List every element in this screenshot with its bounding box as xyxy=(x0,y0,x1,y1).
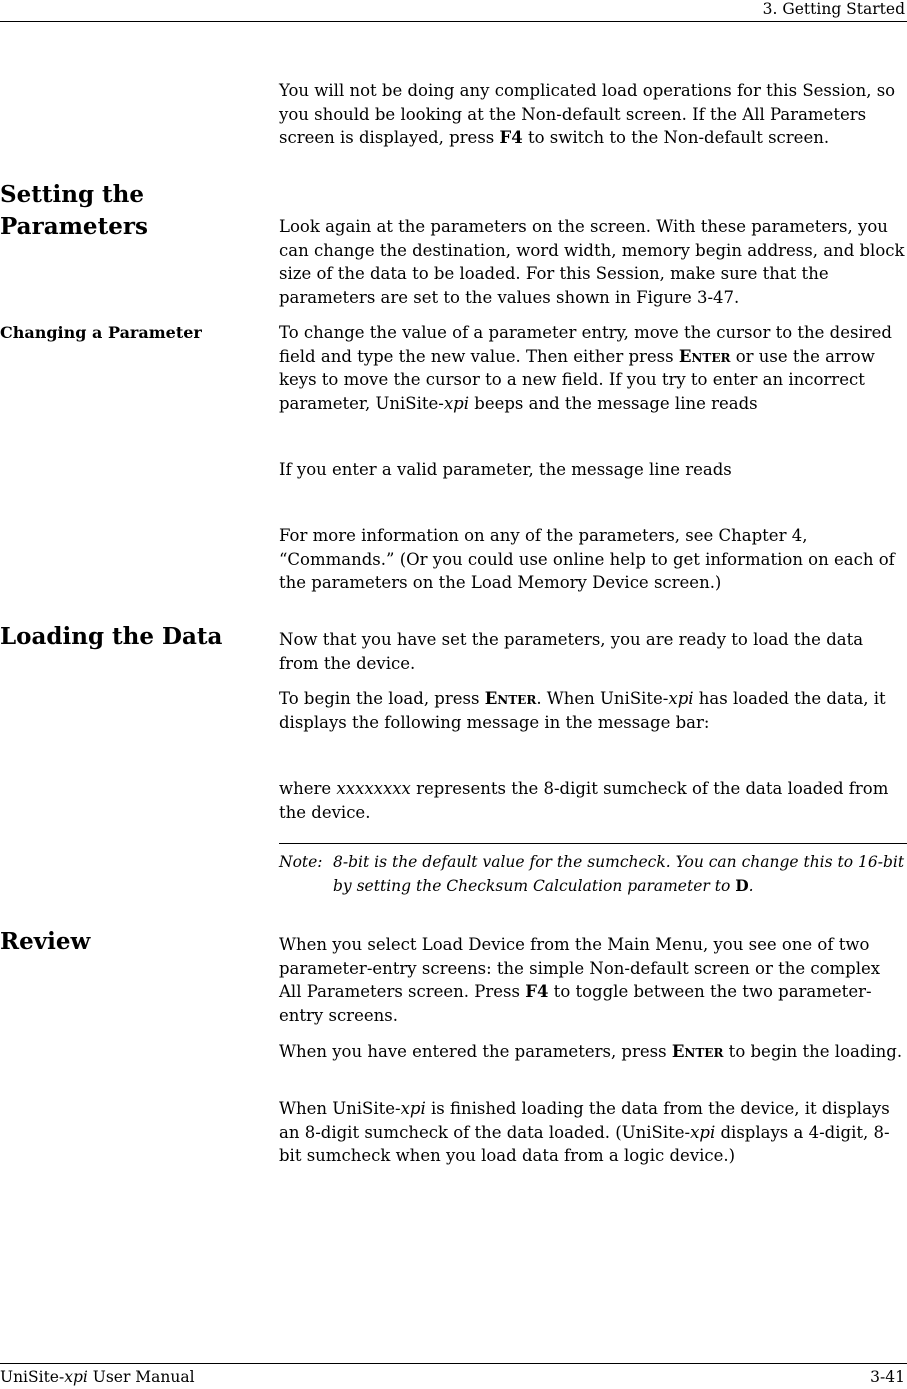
footer-rule xyxy=(0,1363,907,1364)
note-block xyxy=(279,850,905,898)
xpi-text: xpi xyxy=(690,1122,716,1142)
changing-text-end: beeps and the message line reads xyxy=(469,393,758,413)
review-text-end: to toggle between the two parameter-entry screens. xyxy=(279,982,872,1025)
xpi-text: xpi xyxy=(668,689,694,708)
section-heading-review: Review xyxy=(0,928,91,955)
footer-xpi: xpi xyxy=(64,1368,88,1386)
review-text-3-end: displays a 4-digit, 8-bit sumcheck when you load data from a logic device.) xyxy=(279,1122,890,1165)
subheading-changing-parameter: Changing a Parameter xyxy=(0,323,202,342)
sumcheck-variable: xxxxxxxx xyxy=(336,779,411,798)
changing-parameter-paragraph xyxy=(279,321,905,415)
xpi-text: xpi xyxy=(443,393,470,413)
loading-where-text: where xyxy=(279,779,337,798)
loading-text-end: has loaded the data, it displays the following message in the message bar: xyxy=(279,689,886,732)
footer-suffix: User Manual xyxy=(87,1368,195,1386)
footer-prefix: UniSite- xyxy=(0,1368,65,1386)
xpi-text: xpi xyxy=(400,1099,426,1118)
section-heading-setting-parameters xyxy=(0,179,148,243)
intro-text-end: to switch to the Non-default screen. xyxy=(522,128,830,147)
setting-parameters-paragraph: Look again at the parameters on the screen. With these parameters, you can change the destination, word width, memory begin address, and block size of the data to be loaded. For this Session, make sure that the parameters are set to the values shown in Figure 3-47. xyxy=(279,217,905,307)
page-number: 3-41 xyxy=(870,1368,905,1386)
section-heading-loading-data: Loading the Data xyxy=(0,623,223,650)
f4-key: F4 xyxy=(499,128,523,147)
loading-paragraph-1: Now that you have set the parameters, you are ready to load the data from the device. xyxy=(279,630,864,673)
review-text-3: When UniSite- xyxy=(279,1099,401,1118)
review-paragraph-3 xyxy=(279,1097,905,1168)
review-text-2: When you have entered the parameters, press xyxy=(279,1042,672,1061)
loading-text: To begin the load, press xyxy=(279,689,485,708)
loading-paragraph-2 xyxy=(279,687,905,734)
review-paragraph-1 xyxy=(279,933,905,1027)
note-key: D xyxy=(735,876,749,895)
note-label: Note: xyxy=(279,853,323,871)
intro-paragraph xyxy=(279,79,905,150)
note-text: 8-bit is the default value for the sumcheck. You can change this to 16-bit by setting the Checksum Calculation parameter to xyxy=(333,853,905,895)
changing-text: To change the value of a parameter entry, move the cursor to the desired field and type the new value. Then either press xyxy=(279,323,892,366)
loading-text-mid: . When UniSite- xyxy=(536,689,669,708)
enter-key: Enter xyxy=(678,346,731,366)
f4-key: F4 xyxy=(525,982,549,1001)
more-info-paragraph: For more information on any of the parameters, see Chapter 4, “Commands.” (Or you could use online help to get information on each of the parameters on the Load Memory Device screen.) xyxy=(279,526,895,592)
valid-parameter-paragraph: If you enter a valid parameter, the message line reads xyxy=(279,460,732,479)
review-text-3-mid: is finished loading the data from the device, it displays an 8-digit sumcheck of the data loaded. (UniSite- xyxy=(279,1099,890,1142)
loading-where-end: represents the 8-digit sumcheck of the data loaded from the device. xyxy=(279,779,889,822)
review-text-2-end: to begin the loading. xyxy=(723,1042,903,1061)
enter-key: Enter xyxy=(484,689,537,708)
heading-line-1: Setting the xyxy=(0,181,145,208)
enter-key: Enter xyxy=(671,1042,724,1061)
review-paragraph-2 xyxy=(279,1040,905,1064)
header-rule xyxy=(0,21,907,22)
loading-paragraph-3 xyxy=(279,777,905,824)
note-rule xyxy=(279,843,907,844)
changing-text-mid: or use the arrow keys to move the cursor to a new field. If you try to enter an incorrect parameter, UniSite- xyxy=(279,346,875,413)
heading-line-2: Parameters xyxy=(0,213,148,240)
running-header: 3. Getting Started xyxy=(762,0,905,18)
footer-manual-title xyxy=(0,1368,195,1386)
note-end: . xyxy=(748,877,754,895)
review-text: When you select Load Device from the Main Menu, you see one of two parameter-entry screens: the simple Non-default screen or the complex All Parameters screen. Press xyxy=(279,935,881,1001)
note-body xyxy=(333,850,905,898)
intro-text: You will not be doing any complicated load operations for this Session, so you should be looking at the Non-default screen. If the All Parameters screen is displayed, press xyxy=(279,81,896,147)
